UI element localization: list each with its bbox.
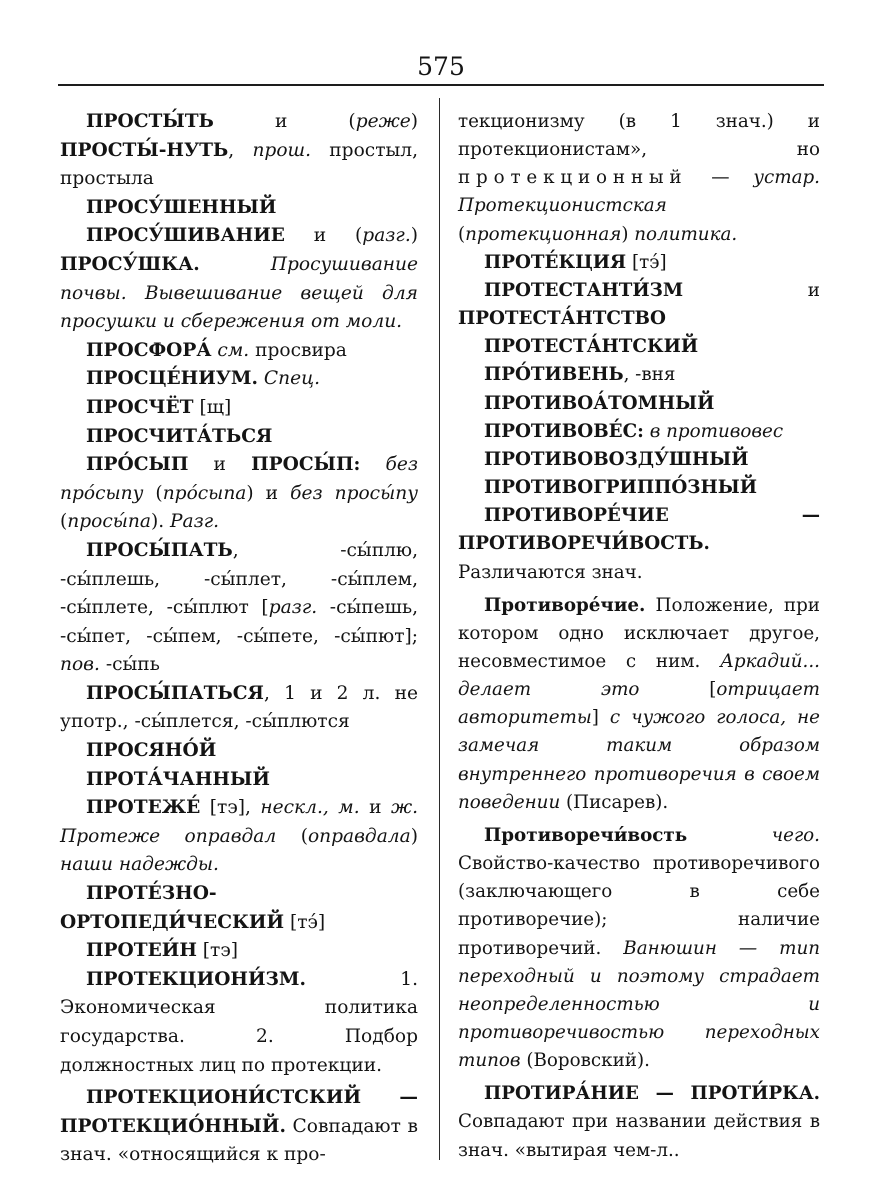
entry-prosypatsya: ПРОСЫ́ПАТЬСЯ, 1 и 2 л. не употр., -сы́плется, -сы́плются [60, 682, 418, 733]
entry-protestantsky: ПРОТЕСТА́НТСКИЙ [484, 336, 699, 358]
left-column [60, 108, 418, 1170]
entry-prosyp: ПРО́СЫП и ПРОСЫ́П: без про́сыпу (про́сыпа) и без просы́пу (просы́па). Разг. [60, 454, 419, 533]
entry-prostsenium: ПРОСЦЕ́НИУМ. Спец. [86, 368, 320, 390]
entry-protektsionizm: ПРОТЕКЦИОНИ́ЗМ. 1. Экономическая политика государства. 2. Подбор должностных лиц по протекции. [60, 968, 418, 1076]
header-rule [58, 84, 824, 86]
entry-protiven: ПРО́ТИВЕНЬ, -вня [484, 364, 676, 386]
entry-protivorechie: ПРОТИВОРЕ́ЧИЕ — ПРОТИВОРЕЧИ́ВОСТЬ. Различаются знач. [458, 505, 820, 583]
article-protivorechie: Противоре́чие. Положение, при котором одно исключает другое, несовместимое с ним. Аркадий... делает это [отрицает авторитеты] с чужого голоса, не замечая таким образом внутреннего противоречия в своем поведении (Писарев). [458, 594, 820, 813]
entry-protiranie: ПРОТИРА́НИЕ — ПРОТИ́РКА. Совпадают при названии действия в знач. «вытирая чем-л.. [458, 1083, 820, 1161]
entry-prosypat: ПРОСЫ́ПАТЬ, -сы́плю, -сы́плешь, -сы́плет, -сы́плем, -сы́плете, -сы́плют [разг. -сы́пешь, -сы́пет, -сы́пем, -сы́пете, -сы́пют]; пов. -сы́пь [60, 539, 419, 676]
column-divider [439, 98, 440, 1160]
article-protivorechivost: Противоречи́вость чего. Свойство-качество противоречивого (заключающего в себе противоречие); наличие противоречий. Ванюшин — тип переходный и поэтому страдает неопределенностью и противоречивостью переходных типов (Воровский). [458, 824, 820, 1072]
entry-protektsionistsky: ПРОТЕКЦИОНИ́СТСКИЙ — ПРОТЕКЦИО́ННЫЙ. Совпадают в знач. «относящийся к про- [60, 1087, 418, 1166]
entry-prosushenny: ПРОСУ́ШЕННЫЙ [86, 196, 277, 218]
entry-proschitatsya: ПРОСЧИТА́ТЬСЯ [86, 425, 273, 447]
entry-protivogripozny: ПРОТИВОГРИППО́ЗНЫЙ [484, 477, 757, 499]
entry-protivoatomny: ПРОТИВОА́ТОМНЫЙ [484, 392, 715, 414]
right-column [458, 108, 820, 1165]
entry-protektsiya: ПРОТЕ́КЦИЯ [тэ́] [484, 251, 667, 273]
entry-prosfora: ПРОСФОРА́ см. просвира [86, 339, 347, 361]
entry-prosyanoy: ПРОСЯНО́Й [86, 740, 217, 762]
entry-protezhe: ПРОТЕЖЕ́ [тэ], нескл., м. и ж. Протеже оправдал (оправдала) наши надежды. [60, 797, 418, 876]
entry-protivovozdushny: ПРОТИВОВОЗДУ́ШНЫЙ [484, 448, 749, 470]
page-number: 575 [417, 52, 465, 81]
entry-protezno-ortopedichesky: ПРОТЕ́ЗНО-ОРТОПЕДИ́ЧЕСКИЙ [тэ́] [60, 883, 326, 933]
entry-continuation: текционизму (в 1 знач.) и протекционистам», но протекционный — устар. Протекционистская (протекционная) политика. [458, 111, 820, 245]
entry-protivoves: ПРОТИВОВЕ́С: в противовес [484, 420, 784, 442]
entry-protachanny: ПРОТА́ЧАННЫЙ [86, 768, 270, 790]
entry-prosushivanie: ПРОСУ́ШИВАНИЕ и (разг.) ПРОСУ́ШКА. Просушивание почвы. Вывешивание вещей для просушки и сбережения от моли. [60, 225, 418, 333]
entry-proschet: ПРОСЧЁТ [щ] [86, 396, 232, 418]
entry-protein: ПРОТЕИ́Н [тэ] [86, 940, 239, 962]
entry-prostyt: ПРОСТЫ́ТЬ и (реже) ПРОСТЫ́-НУТЬ, прош. простыл, простыла [60, 111, 418, 190]
entry-protestantizm: ПРОТЕСТАНТИ́ЗМ и ПРОТЕСТА́НТСТВО [458, 279, 820, 330]
